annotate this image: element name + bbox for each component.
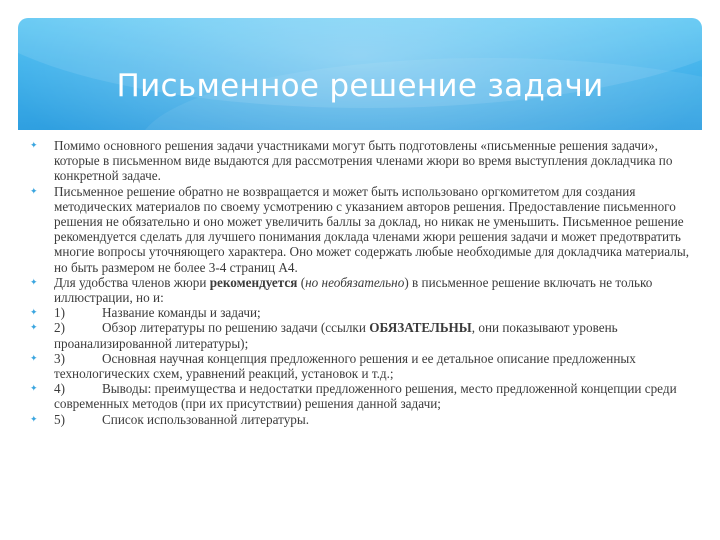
list-item	[28, 412, 692, 427]
item-number: 2)	[54, 320, 65, 336]
item-text: Список использованной литературы.	[102, 411, 310, 427]
star-bullet-icon: ✦	[30, 353, 38, 364]
bullet-list	[28, 138, 692, 427]
item-text-italic: но необязательно	[305, 274, 405, 290]
star-bullet-icon: ✦	[30, 308, 38, 319]
list-item	[28, 275, 692, 305]
item-text: Помимо основного решения задачи участниками могут быть подготовлены «письменные решения задачи», которые в письменном виде выдаются для рассмотрения членами жюри во время выступления докладчика по конкретной задаче.	[54, 138, 673, 184]
star-bullet-icon: ✦	[30, 384, 38, 395]
star-bullet-icon: ✦	[30, 141, 38, 151]
item-text: Основная научная концепция предложенного решения и ее детальное описание предложенных технологических схем, уравнений реакций, установок и т.д.;	[54, 350, 636, 382]
title-banner	[18, 18, 702, 130]
item-number: 1)	[54, 305, 65, 321]
item-text: Выводы: преимущества и недостатки предложенного решения, место предложенной концепции среди современных методов (при их присутствии) решения данной задачи;	[54, 381, 677, 412]
list-item	[28, 138, 692, 184]
item-text-post: , они показывают уровень проанализированной литературы);	[54, 320, 618, 351]
item-text: Письменное решение обратно не возвращается и может быть использовано оргкомитетом для создания методических материалов по своему усмотрению с указанием авторов решения. Предоставление письменного решения не обязательно и оно может увеличить баллы за доклад, но никак не уменьшить. Письменное решение рекомендуется сделать для лучшего понимания доклада членами жюри решения задачи и может предотвратить многие вопросы уточняющего характера. Оно может содержать любые необходимые для докладчика материалы, но быть размером не более 3-4 страниц А4.	[54, 183, 689, 275]
item-number: 3)	[54, 350, 65, 366]
list-item	[28, 184, 692, 275]
star-bullet-icon: ✦	[30, 414, 38, 425]
item-number: 5)	[54, 411, 65, 427]
item-text-bold: ОБЯЗАТЕЛЬНЫ	[369, 320, 472, 336]
item-text-bold: рекомендуется	[209, 274, 298, 290]
star-bullet-icon: ✦	[30, 186, 38, 197]
list-item	[28, 305, 692, 320]
star-bullet-icon: ✦	[30, 323, 38, 334]
item-text-post: ) в письменное решение включать не только иллюстрации, но и:	[54, 274, 653, 306]
list-item	[28, 320, 692, 350]
item-text: Название команды и задачи;	[102, 305, 261, 321]
star-bullet-icon: ✦	[30, 277, 38, 288]
slide-title: Письменное решение задачи	[116, 68, 604, 104]
item-number: 4)	[54, 381, 65, 397]
item-text-pre: Обзор литературы по решению задачи (ссылки	[102, 320, 370, 336]
list-item	[28, 351, 692, 381]
item-text-pre: Для удобства членов жюри	[54, 274, 210, 290]
item-text-mid: (	[297, 274, 306, 290]
list-item	[28, 381, 692, 411]
